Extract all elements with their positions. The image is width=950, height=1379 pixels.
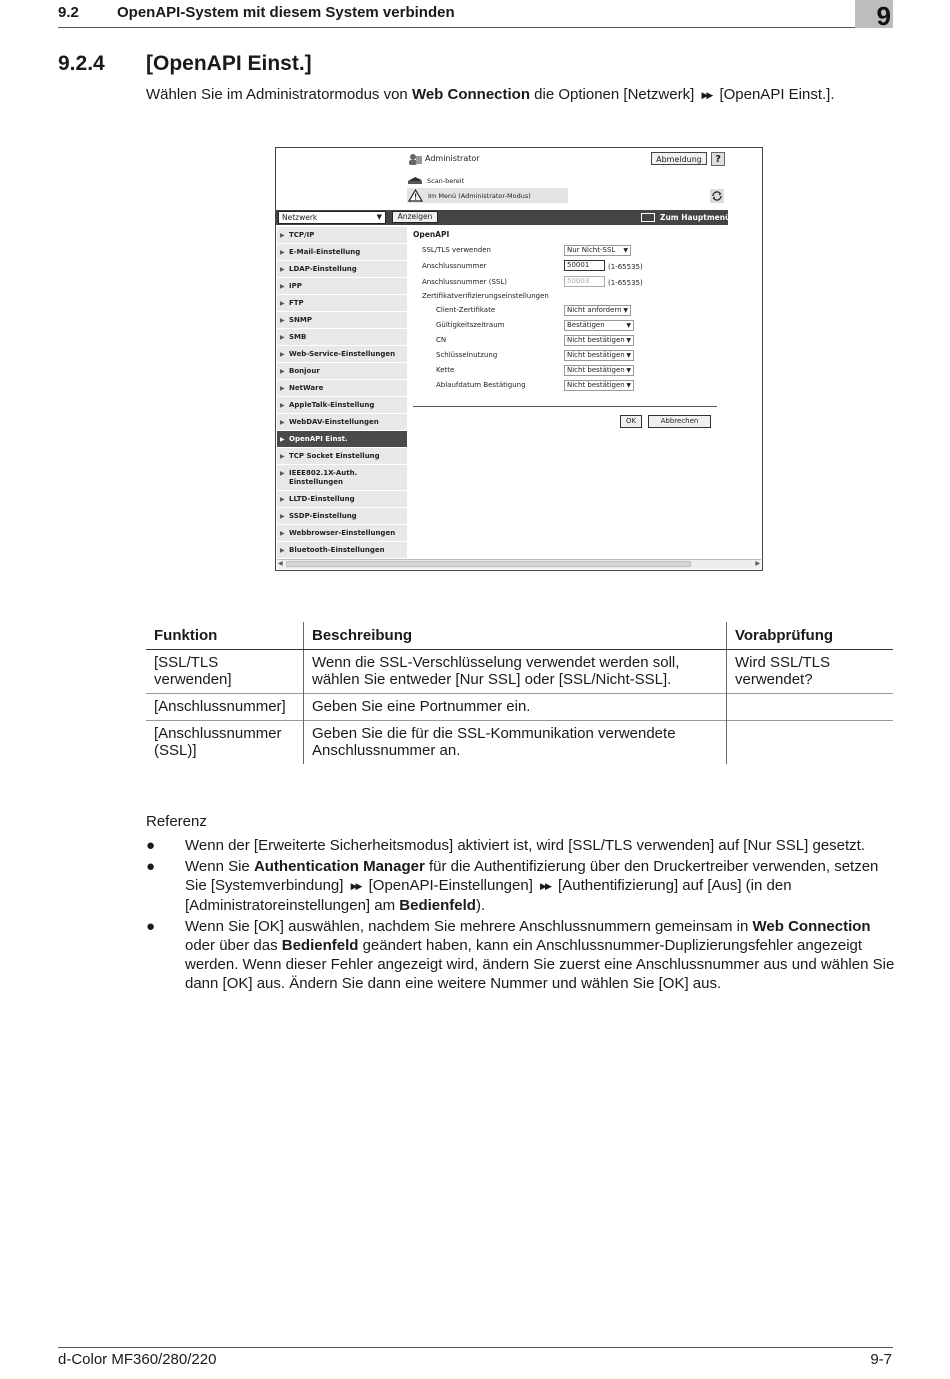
sidebar-item-bluetooth[interactable] [277, 542, 407, 559]
triangle-right-icon: ▶ [280, 436, 285, 443]
mode-label: Im Menü (Administrator-Modus) [428, 192, 531, 200]
chevron-down-icon: ▼ [376, 213, 382, 221]
sidebar-item-ipp[interactable] [277, 278, 407, 295]
triangle-right-icon: ▶ [280, 419, 285, 426]
sidebar-item-tcpip[interactable] [277, 227, 407, 244]
sidebar-item-label: SMB [289, 333, 307, 341]
table-row [146, 721, 893, 765]
sidebar-item-label: AppleTalk-Einstellung [289, 401, 375, 409]
reference-item-text: geändert haben, kann ein Anschlussnummer-Duplizierungsfehler angezeigt werden. Wenn dieser Fehler angezeigt wird, ändern Sie zuerst eine Anschlussnummer aus und wählen Sie dann [OK] aus. Ändern Sie dann eine weitere Nummer und wählen Sie [OK] aus. [185, 937, 895, 992]
reference-item-text: [Authentifizierung] auf [Aus] (in den [Administratoreinstellungen] am [185, 877, 792, 914]
sidebar-item-email[interactable] [277, 244, 407, 261]
web-connection-screenshot [275, 147, 763, 571]
category-select-value: Netzwerk [282, 213, 318, 222]
nav-bar [276, 210, 731, 225]
administrator-icon [408, 153, 422, 165]
scroll-right-icon[interactable]: ▶ [755, 560, 760, 567]
sidebar-item-label: IPP [289, 282, 302, 290]
admin-label: Administrator [425, 154, 480, 163]
sidebar-item-netware[interactable] [277, 380, 407, 397]
triangle-right-icon: ▶ [280, 513, 285, 520]
intro-text-2: die Optionen [Netzwerk] [530, 86, 699, 103]
sidebar-item-web-service[interactable] [277, 346, 407, 363]
intro-text-1: Wählen Sie im Administratormodus von [146, 86, 412, 103]
sidebar-item-appletalk[interactable] [277, 397, 407, 414]
sidebar-item-label: TCP/IP [289, 231, 315, 239]
reference-list [146, 836, 896, 995]
triangle-right-icon: ▶ [280, 249, 285, 256]
triangle-right-icon: ▶ [280, 402, 285, 409]
header-section-number: 9.2 [58, 4, 79, 21]
refresh-icon[interactable] [710, 189, 724, 203]
port-range: (1-65535) [608, 263, 643, 271]
pane-title: OpenAPI [413, 230, 450, 239]
sidebar-item-label: OpenAPI Einst. [289, 435, 348, 443]
pane-divider [413, 406, 717, 407]
table-row [146, 694, 893, 721]
list-item [146, 836, 896, 855]
list-item [146, 857, 896, 915]
chevron-down-icon: ▼ [626, 337, 631, 344]
sidebar-item-webbrowser[interactable] [277, 525, 407, 542]
sidebar-item-label: Web-Service-Einstellungen [289, 350, 396, 358]
footer-model: d-Color MF360/280/220 [58, 1351, 217, 1368]
chevron-down-icon: ▼ [626, 352, 631, 359]
column-header-funktion: Funktion [146, 622, 304, 650]
triangle-right-icon: ▶ [280, 351, 285, 358]
validity-select[interactable] [564, 320, 634, 331]
sidebar-item-label: SNMP [289, 316, 312, 324]
triangle-right-icon: ▶ [280, 232, 285, 239]
table-cell-vorab [727, 694, 894, 721]
cn-label: CN [436, 336, 447, 344]
key-usage-label: Schlüsselnutzung [436, 351, 498, 359]
ssl-tls-select-value: Nur Nicht-SSL [567, 246, 616, 254]
warning-icon [408, 189, 423, 202]
bullet-icon: ● [146, 837, 156, 854]
table-cell-vorab: Wird SSL/TLS verwendet? [727, 650, 894, 694]
table-cell-funktion: [SSL/TLS verwenden] [154, 654, 232, 688]
expiry-label: Ablaufdatum Bestätigung [436, 381, 526, 389]
scanner-icon [407, 174, 423, 186]
main-menu-link[interactable]: Zum Hauptmenü [660, 213, 731, 222]
column-header-beschreibung: Beschreibung [304, 622, 727, 650]
chevron-down-icon: ▼ [626, 322, 631, 329]
reference-item-text: Wenn der [Erweiterte Sicherheitsmodus] aktiviert ist, wird [SSL/TLS verwenden] auf [Nur SSL] gesetzt. [185, 837, 866, 854]
help-button[interactable]: ? [711, 152, 725, 166]
client-cert-label: Client-Zertifikate [436, 306, 496, 314]
cn-select[interactable] [564, 335, 634, 346]
triangle-right-icon: ▶ [280, 368, 285, 375]
footer-rule [58, 1347, 893, 1348]
reference-bold-text: Bedienfeld [399, 897, 476, 914]
chevron-down-icon: ▼ [623, 307, 628, 314]
header-section-title: OpenAPI-System mit diesem System verbinden [117, 4, 455, 21]
triangle-right-icon: ▶ [280, 496, 285, 503]
chain-select-value: Nicht bestätigen [567, 366, 625, 374]
logout-button[interactable]: Abmeldung [651, 152, 707, 165]
sidebar-item-lltd[interactable] [277, 491, 407, 508]
reference-heading: Referenz [146, 813, 207, 830]
triangle-right-icon: ▶ [280, 317, 285, 324]
mode-row [407, 188, 568, 203]
ssl-tls-label: SSL/TLS verwenden [422, 246, 491, 254]
triangle-right-icon: ▶ [280, 547, 285, 554]
bullet-icon: ● [146, 918, 156, 935]
sidebar-item-label: Bonjour [289, 367, 320, 375]
chevron-down-icon: ▼ [623, 247, 628, 254]
double-arrow-icon: ▶▶ [350, 881, 361, 891]
subsection-number: 9.2.4 [58, 52, 105, 75]
table-cell-vorab [727, 721, 894, 765]
reference-item-text: Wenn Sie [OK] auswählen, nachdem Sie mehrere Anschlussnummern gemeinsam in [185, 918, 753, 935]
sidebar-item-bonjour[interactable] [277, 363, 407, 380]
sidebar-item-label: NetWare [289, 384, 324, 392]
sidebar-item-ftp[interactable] [277, 295, 407, 312]
table-header-row [146, 622, 893, 650]
sidebar-item-label: TCP Socket Einstellung [289, 452, 380, 460]
sidebar-item-label: IEEE802.1X-Auth. Einstellungen [289, 469, 358, 486]
port-ssl-range: (1-65535) [608, 279, 643, 287]
key-usage-select-value: Nicht bestätigen [567, 351, 625, 359]
chevron-down-icon: ▼ [626, 367, 631, 374]
column-header-vorabpruefung: Vorabprüfung [727, 622, 894, 650]
table-cell-beschreibung: Geben Sie eine Portnummer ein. [304, 694, 727, 721]
table-cell-beschreibung: Geben Sie die für die SSL-Kommunikation verwendete Anschlussnummer an. [304, 721, 727, 765]
triangle-right-icon: ▶ [280, 266, 285, 273]
table-cell-beschreibung: Wenn die SSL-Verschlüsselung verwendet werden soll, wählen Sie entweder [Nur SSL] oder [SSL/Nicht-SSL]. [304, 650, 727, 694]
reference-item-text: [OpenAPI-Einstellungen] [364, 877, 538, 894]
cert-verification-group-label: Zertifikatverifizierungseinstellungen [422, 292, 549, 300]
validity-label: Gültigkeitszeitraum [436, 321, 505, 329]
triangle-right-icon: ▶ [280, 300, 285, 307]
validity-select-value: Bestätigen [567, 321, 605, 329]
chapter-number-badge: 9 [855, 0, 893, 28]
chevron-down-icon: ▼ [626, 382, 631, 389]
reference-bold-text: Bedienfeld [281, 937, 359, 954]
sidebar-item-ssdp[interactable] [277, 508, 407, 525]
reference-bold-text: Authentication Manager [253, 858, 425, 875]
sidebar-item-label: Webbrowser-Einstellungen [289, 529, 396, 537]
sidebar-item-label: Bluetooth-Einstellungen [289, 546, 385, 554]
cancel-button[interactable]: Abbrechen [648, 415, 711, 428]
table-cell-funktion: [Anschlussnummer (SSL)] [146, 721, 304, 765]
reference-bold-text: Web Connection [752, 918, 871, 935]
expiry-select-value: Nicht bestätigen [567, 381, 625, 389]
chain-select[interactable] [564, 365, 634, 376]
sidebar-item-webdav[interactable] [277, 414, 407, 431]
intro-bold-web-connection: Web Connection [411, 86, 531, 103]
horizontal-scrollbar[interactable] [277, 559, 761, 569]
table-row [146, 650, 893, 694]
admin-row [408, 151, 726, 167]
triangle-right-icon: ▶ [280, 453, 285, 460]
triangle-right-icon: ▶ [280, 385, 285, 392]
cn-select-value: Nicht bestätigen [567, 336, 625, 344]
sidebar-item-ieee8021x[interactable] [277, 465, 407, 491]
device-status-label: Scan-bereit [427, 177, 465, 185]
sidebar [277, 227, 407, 559]
port-label: Anschlussnummer [422, 262, 487, 270]
double-arrow-icon: ▶▶ [540, 881, 550, 891]
list-item [146, 917, 896, 993]
sidebar-item-label: WebDAV-Einstellungen [289, 418, 379, 426]
sidebar-item-ldap[interactable] [277, 261, 407, 278]
chain-label: Kette [436, 366, 455, 374]
reference-item-text: ). [475, 897, 486, 914]
port-ssl-label: Anschlussnummer (SSL) [422, 278, 508, 286]
table-cell-funktion: [Anschlussnummer] [146, 694, 304, 721]
sidebar-item-tcp-socket[interactable] [277, 448, 407, 465]
home-menu-icon[interactable] [641, 213, 655, 222]
sidebar-item-label: E-Mail-Einstellung [289, 248, 361, 256]
subsection-title: [OpenAPI Einst.] [146, 52, 312, 75]
expiry-select[interactable] [564, 380, 634, 391]
ssl-tls-select[interactable] [564, 245, 631, 256]
header-rule [58, 27, 893, 28]
port-ssl-input[interactable]: 50003 [564, 276, 605, 287]
intro-text-3: [OpenAPI Einst.]. [715, 86, 835, 103]
scrollbar-thumb[interactable] [286, 561, 691, 567]
reference-item-text: Wenn Sie [185, 858, 254, 875]
client-cert-select[interactable] [564, 305, 631, 316]
sidebar-item-openapi[interactable] [277, 431, 407, 448]
show-button[interactable]: Anzeigen [392, 211, 438, 223]
triangle-right-icon: ▶ [280, 530, 285, 537]
triangle-right-icon: ▶ [280, 283, 285, 290]
double-arrow-icon: ▶▶ [701, 90, 712, 100]
triangle-right-icon: ▶ [280, 334, 285, 341]
ok-button[interactable]: OK [620, 415, 642, 428]
bullet-icon: ● [146, 858, 156, 875]
intro-paragraph [146, 86, 835, 103]
sidebar-item-label: FTP [289, 299, 304, 307]
sidebar-item-label: SSDP-Einstellung [289, 512, 357, 520]
footer-page-number: 9-7 [870, 1351, 892, 1368]
port-input[interactable]: 50001 [564, 260, 605, 271]
category-select[interactable] [278, 211, 386, 224]
client-cert-select-value: Nicht anfordern [567, 306, 622, 314]
reference-item-text: oder über das [185, 937, 282, 954]
key-usage-select[interactable] [564, 350, 634, 361]
sidebar-item-label: LLTD-Einstellung [289, 495, 355, 503]
triangle-right-icon: ▶ [280, 470, 285, 477]
sidebar-item-snmp[interactable] [277, 312, 407, 329]
scroll-left-icon[interactable]: ◀ [278, 560, 283, 567]
sidebar-item-label: LDAP-Einstellung [289, 265, 357, 273]
function-table [146, 622, 893, 764]
reference-item-text: für die Authentifizierung über den Druckertreiber verwenden, setzen Sie [Systemverbindung] [185, 858, 879, 894]
sidebar-item-smb[interactable] [277, 329, 407, 346]
